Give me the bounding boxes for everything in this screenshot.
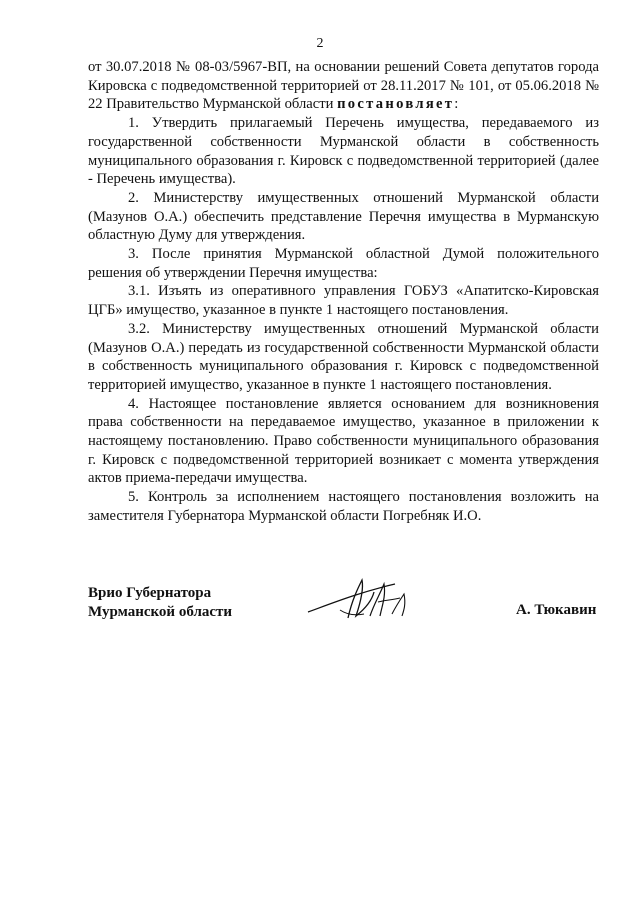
document-body [88,58,599,526]
intro-paragraph [88,58,599,114]
page-number: 2 [316,36,324,51]
paragraph-3-2: 3.2. Министерству имущественных отношений Мурманской области (Мазунов О.А.) передать из государственной собственности Мурманской области в собственность муниципального образования г. Кировск с подведомственной территорией имущество, указанное в пункте 1 настоящего постановления. [88,320,599,393]
paragraph-4: 4. Настоящее постановление является основанием для возникновения права собственности на передаваемое имущество, указанное в приложении к настоящему постановлению. Право собственности муниципального образования г. Кировск с подведомственной территорией возникает с момента утверждения актов приема-передачи имущества. [88,395,599,487]
postanovlyaet-keyword: постановляет [337,96,455,113]
signatory-name: А. Тюкавин [516,602,597,618]
signatory-title [88,584,232,622]
intro-colon: : [454,96,459,113]
signatory-title-line-1: Врио Губернатора [88,585,212,601]
handwritten-signature [300,570,420,630]
paragraph-3-1: 3.1. Изъять из оперативного управления ГОБУЗ «Апатитско-Кировская ЦГБ» имущество, указанное в пункте 1 настоящего постановления. [88,283,599,319]
intro-text: от 30.07.2018 № 08-03/5967-ВП, на основании решений Совета депутатов города Кировска с подведомственной территорией от 28.11.2017 № 101, от 05.06.2018 № 22 Правительство Мурманской области [88,59,599,113]
paragraph-5: 5. Контроль за исполнением настоящего постановления возложить на заместителя Губернатора Мурманской области Погребняк И.О. [88,489,599,524]
paragraph-2: 2. Министерству имущественных отношений Мурманской области (Мазунов О.А.) обеспечить представление Перечня имущества в Мурманскую областную Думу для утверждения. [88,189,599,244]
paragraph-3: 3. После принятия Мурманской областной Думой положительного решения об утверждении Перечня имущества: [88,246,599,281]
signatory-title-line-2: Мурманской области [88,604,233,620]
paragraph-1: 1. Утвердить прилагаемый Перечень имущества, передаваемого из государственной собственности Мурманской области в собственность муниципального образования г. Кировск с подведомственной территорией (далее - Перечень имущества). [88,115,599,188]
